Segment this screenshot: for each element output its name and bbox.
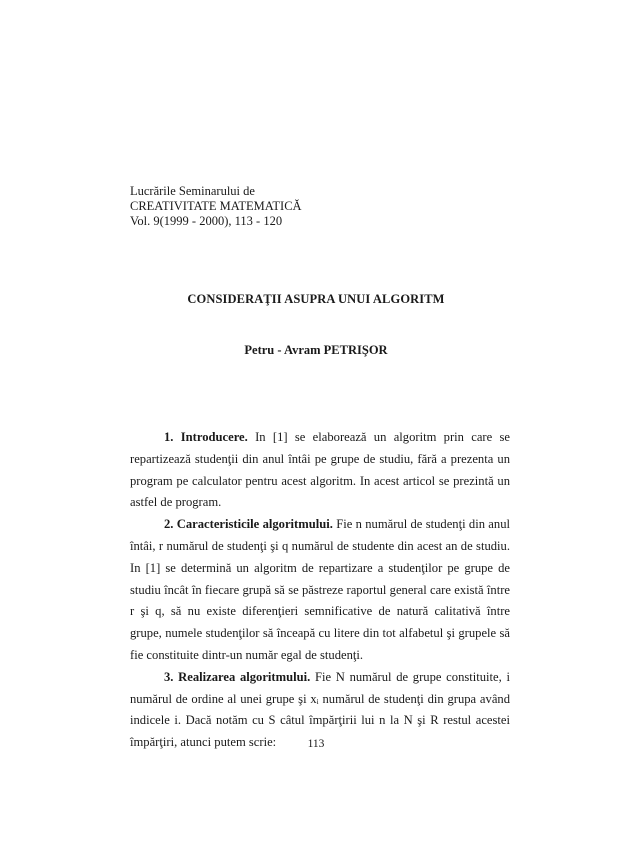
section-heading: 1. Introducere. xyxy=(164,430,248,444)
paper-title: CONSIDERAŢII ASUPRA UNUI ALGORITM xyxy=(187,292,445,306)
paper-author: Petru - Avram PETRIŞOR xyxy=(244,343,388,357)
journal-header xyxy=(130,184,302,229)
paper-body xyxy=(130,427,510,754)
section-heading: 3. Realizarea algoritmului. xyxy=(164,669,311,684)
journal-name-line: Lucrările Seminarului de xyxy=(130,184,255,198)
page-number: 113 xyxy=(307,738,325,750)
section-text: Fie n numărul de studenţi din anul întâi, r numărul de studenţi şi q numărul de studente din acest an de studiu. In [1] se determină un algoritm de repartizare a studenţilor pe grupe de studiu încât în fiecare grupă să se păstreze raportul general care există între r şi q, să nu existe diferenţieri semnificative de natură calitativă între grupe, numele studenţilor să înceapă cu litere din tot alfabetul şi grupele să fie constituite dintr-un număr egal de studenţi. xyxy=(130,517,510,662)
section-caracteristici xyxy=(130,514,510,667)
section-text: In [1] se elaborează un algoritm prin care se repartizează studenţii din anul întâi pe grupe de studiu, fără a prezenta un program pe calculator pentru acest algoritm. In acest articol se prezintă un astfel de program. xyxy=(130,430,511,510)
section-heading: 2. Caracteristicile algoritmului. xyxy=(164,517,333,532)
section-text: Fie N numărul de grupe constituite, i numărul de ordine al unei grupe şi xᵢ numărul de studenţi din grupa având indicele i. Dacă notăm cu S câtul împărţirii lui n la N şi R restul acestei împărţiri, atunci putem scrie: xyxy=(130,669,510,750)
section-introducere xyxy=(130,427,510,514)
journal-volume-line: Vol. 9(1999 - 2000), 113 - 120 xyxy=(130,214,283,228)
journal-series-line: CREATIVITATE MATEMATICĂ xyxy=(130,199,302,213)
